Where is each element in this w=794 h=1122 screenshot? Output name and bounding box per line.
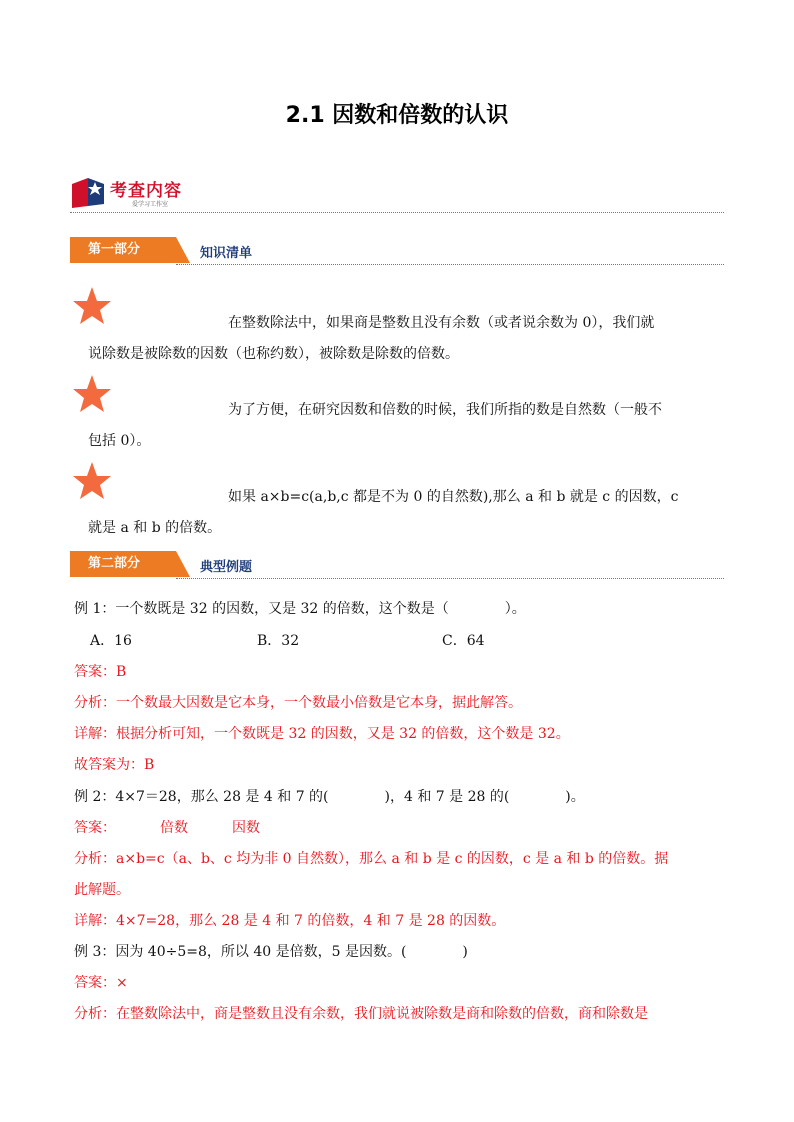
example-2-answer-1: 倍数 [160,820,188,836]
logo-subtitle: 爱学习工作室 [132,201,169,208]
star-icon [72,286,112,326]
star-icon [72,374,112,414]
example-1-conclusion: 故答案为：B [74,757,155,773]
section2-tab-corner [176,551,190,577]
example-1-detail: 详解：根据分析可知，一个数既是 32 的因数，又是 32 的倍数，这个数是 32。 [74,726,570,742]
knowledge-item-1-line-2: 说除数是被除数的因数（也称约数），被除数是除数的倍数。 [88,346,459,362]
knowledge-item-1-line-1: 在整数除法中，如果商是整数且没有余数（或者说余数为 0），我们就 [228,315,655,331]
example-1-analysis: 分析：一个数最大因数是它本身，一个数最小倍数是它本身，据此解答。 [74,695,522,711]
example-2-detail: 详解：4×7=28，那么 28 是 4 和 7 的倍数，4 和 7 是 28 的因数。 [74,913,506,929]
example-3-question: 例 3：因为 40÷5=8，所以 40 是倍数，5 是因数。( ) [74,944,468,960]
knowledge-item-2-line-2: 包括 0）。 [88,433,151,449]
example-3-analysis: 分析：在整数除法中，商是整数且没有余数，我们就说被除数是商和除数的倍数，商和除数是 [74,1006,648,1022]
logo-text: 考查内容 [110,181,182,201]
knowledge-item-3-line-1: 如果 a×b=c(a,b,c 都是不为 0 的自然数),那么 a 和 b 就是 c 的因数，c [228,489,679,505]
example-1-option-c: C．64 [442,633,485,649]
example-2-question: 例 2：4×7＝28，那么 28 是 4 和 7 的( )，4 和 7 是 28 的( )。 [74,789,585,805]
example-2-analysis-line-2: 此解题。 [74,882,130,898]
book-logo-icon [70,174,106,210]
example-1-option-a: A．16 [90,633,132,649]
page-title: 2.1 因数和倍数的认识 [285,103,509,128]
section1-label: 知识清单 [200,246,253,261]
knowledge-item-3-line-2: 就是 a 和 b 的倍数。 [88,520,222,536]
section2-divider [176,578,724,579]
example-2-analysis-line-1: 分析：a×b=c（a、b、c 均为非 0 自然数），那么 a 和 b 是 c 的因数，c 是 a 和 b 的倍数。据 [74,851,669,867]
example-3-answer: 答案：× [74,975,128,991]
section1-tab: 第一部分 [70,237,176,263]
section2-tab: 第二部分 [70,551,176,577]
example-1-answer: 答案：B [74,664,127,680]
header-divider [70,212,724,213]
section1-tab-corner [176,237,190,263]
section2-label: 典型例题 [200,560,253,575]
star-icon [72,461,112,501]
example-2-answer-2: 因数 [232,820,260,836]
example-1-question: 例 1：一个数既是 32 的因数，又是 32 的倍数，这个数是（ ）。 [74,601,526,617]
example-2-answer-label: 答案： [74,820,116,836]
example-1-option-b: B．32 [257,633,300,649]
section1-divider [176,264,724,265]
logo [70,174,210,210]
knowledge-item-2-line-1: 为了方便，在研究因数和倍数的时候，我们所指的数是自然数（一般不 [228,402,662,418]
